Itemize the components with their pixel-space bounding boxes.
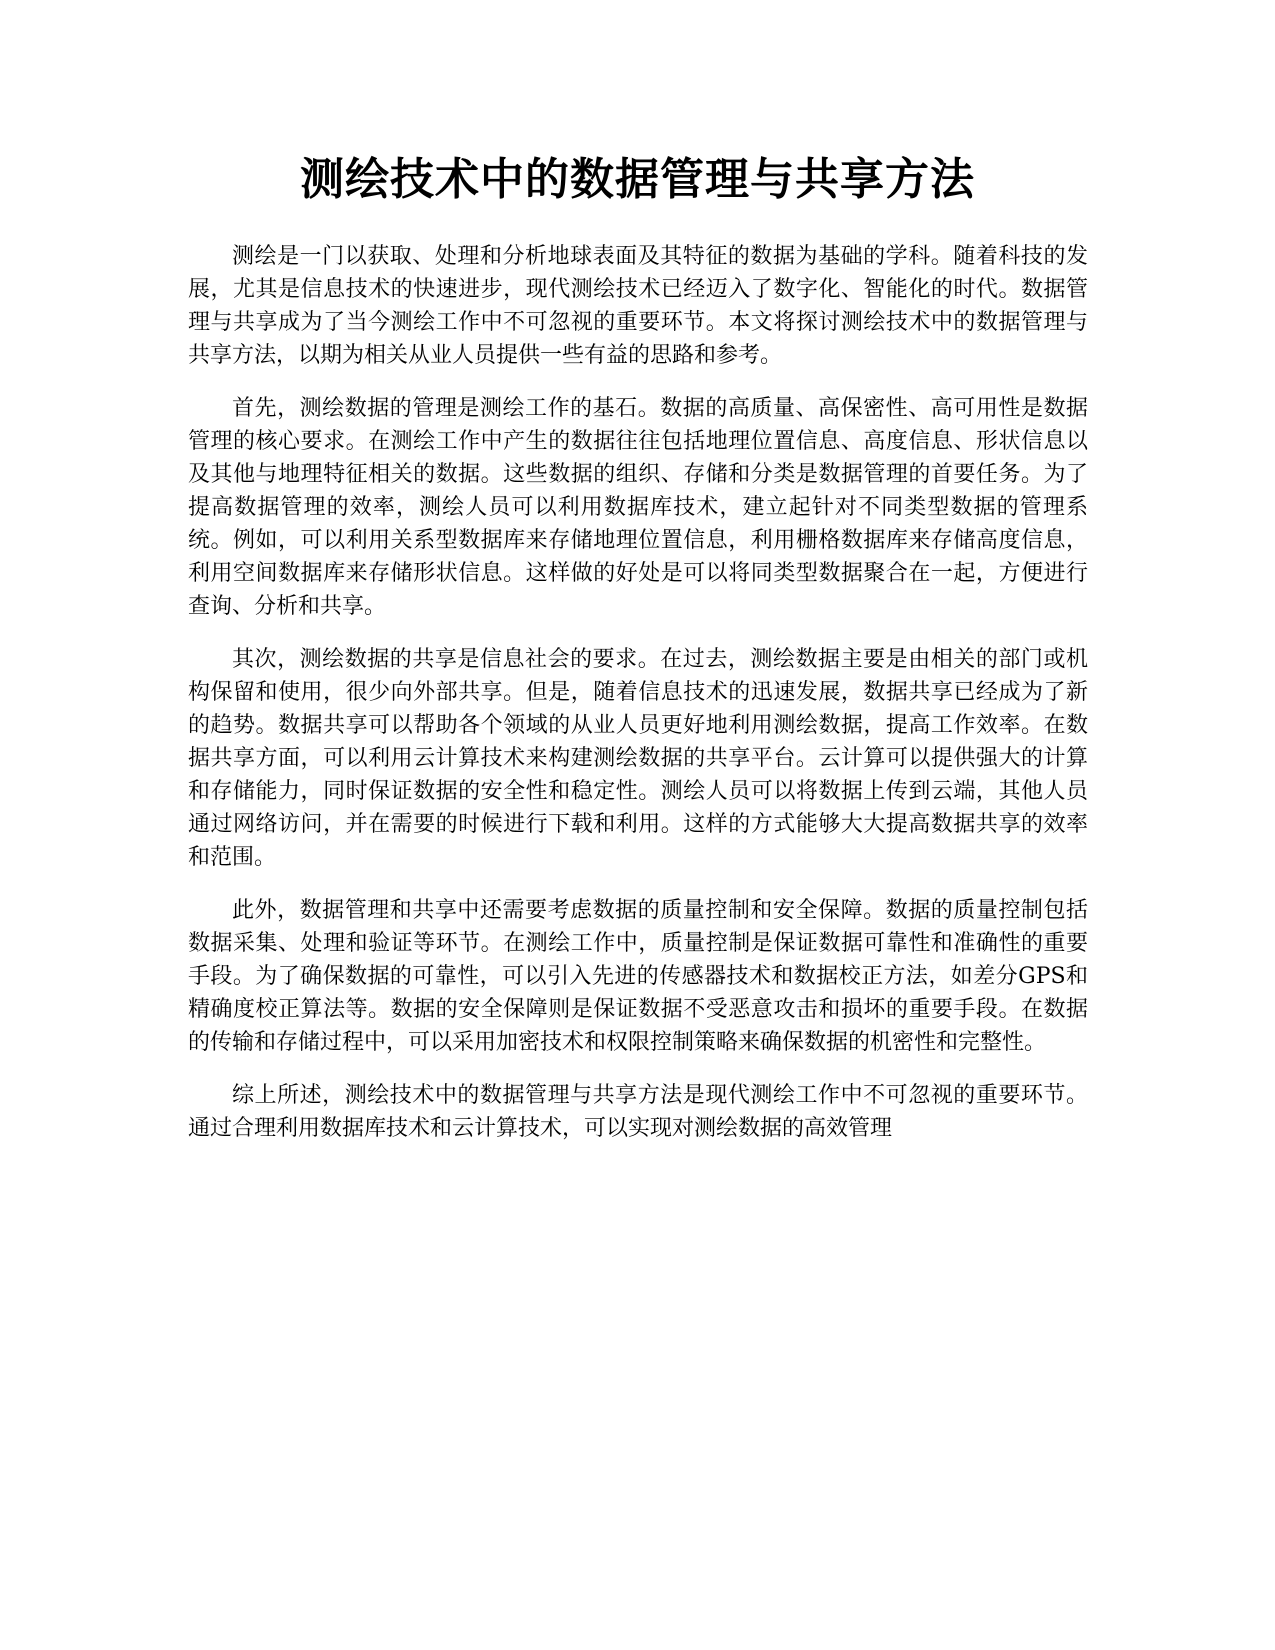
document-body bbox=[188, 240, 1088, 1165]
paragraph-1: 测绘是一门以获取、处理和分析地球表面及其特征的数据为基础的学科。随着科技的发展，尤其是信息技术的快速进步，现代测绘技术已经迈入了数字化、智能化的时代。数据管理与共享成为了当今测绘工作中不可忽视的重要环节。本文将探讨测绘技术中的数据管理与共享方法，以期为相关从业人员提供一些有益的思路和参考。 bbox=[188, 244, 1088, 368]
paragraph-4: 此外，数据管理和共享中还需要考虑数据的质量控制和安全保障。数据的质量控制包括数据采集、处理和验证等环节。在测绘工作中，质量控制是保证数据可靠性和准确性的重要手段。为了确保数据的可靠性，可以引入先进的传感器技术和数据校正方法，如差分GPS和精确度校正算法等。数据的安全保障则是保证数据不受恶意攻击和损坏的重要手段。在数据的传输和存储过程中，可以采用加密技术和权限控制策略来确保数据的机密性和完整性。 bbox=[188, 898, 1088, 1055]
document-title: 测绘技术中的数据管理与共享方法 bbox=[300, 154, 975, 205]
paragraph-2: 首先，测绘数据的管理是测绘工作的基石。数据的高质量、高保密性、高可用性是数据管理的核心要求。在测绘工作中产生的数据往往包括地理位置信息、高度信息、形状信息以及其他与地理特征相关的数据。这些数据的组织、存储和分类是数据管理的首要任务。为了提高数据管理的效率，测绘人员可以利用数据库技术，建立起针对不同类型数据的管理系统。例如，可以利用关系型数据库来存储地理位置信息，利用栅格数据库来存储高度信息，利用空间数据库来存储形状信息。这样做的好处是可以将同类型数据聚合在一起，方便进行查询、分析和共享。 bbox=[188, 396, 1088, 619]
paragraph-3: 其次，测绘数据的共享是信息社会的要求。在过去，测绘数据主要是由相关的部门或机构保留和使用，很少向外部共享。但是，随着信息技术的迅速发展，数据共享已经成为了新的趋势。数据共享可以帮助各个领域的从业人员更好地利用测绘数据，提高工作效率。在数据共享方面，可以利用云计算技术来构建测绘数据的共享平台。云计算可以提供强大的计算和存储能力，同时保证数据的安全性和稳定性。测绘人员可以将数据上传到云端，其他人员通过网络访问，并在需要的时候进行下载和利用。这样的方式能够大大提高数据共享的效率和范围。 bbox=[188, 647, 1088, 870]
paragraph-5: 综上所述，测绘技术中的数据管理与共享方法是现代测绘工作中不可忽视的重要环节。通过合理利用数据库技术和云计算技术，可以实现对测绘数据的高效管理 bbox=[188, 1083, 1088, 1141]
